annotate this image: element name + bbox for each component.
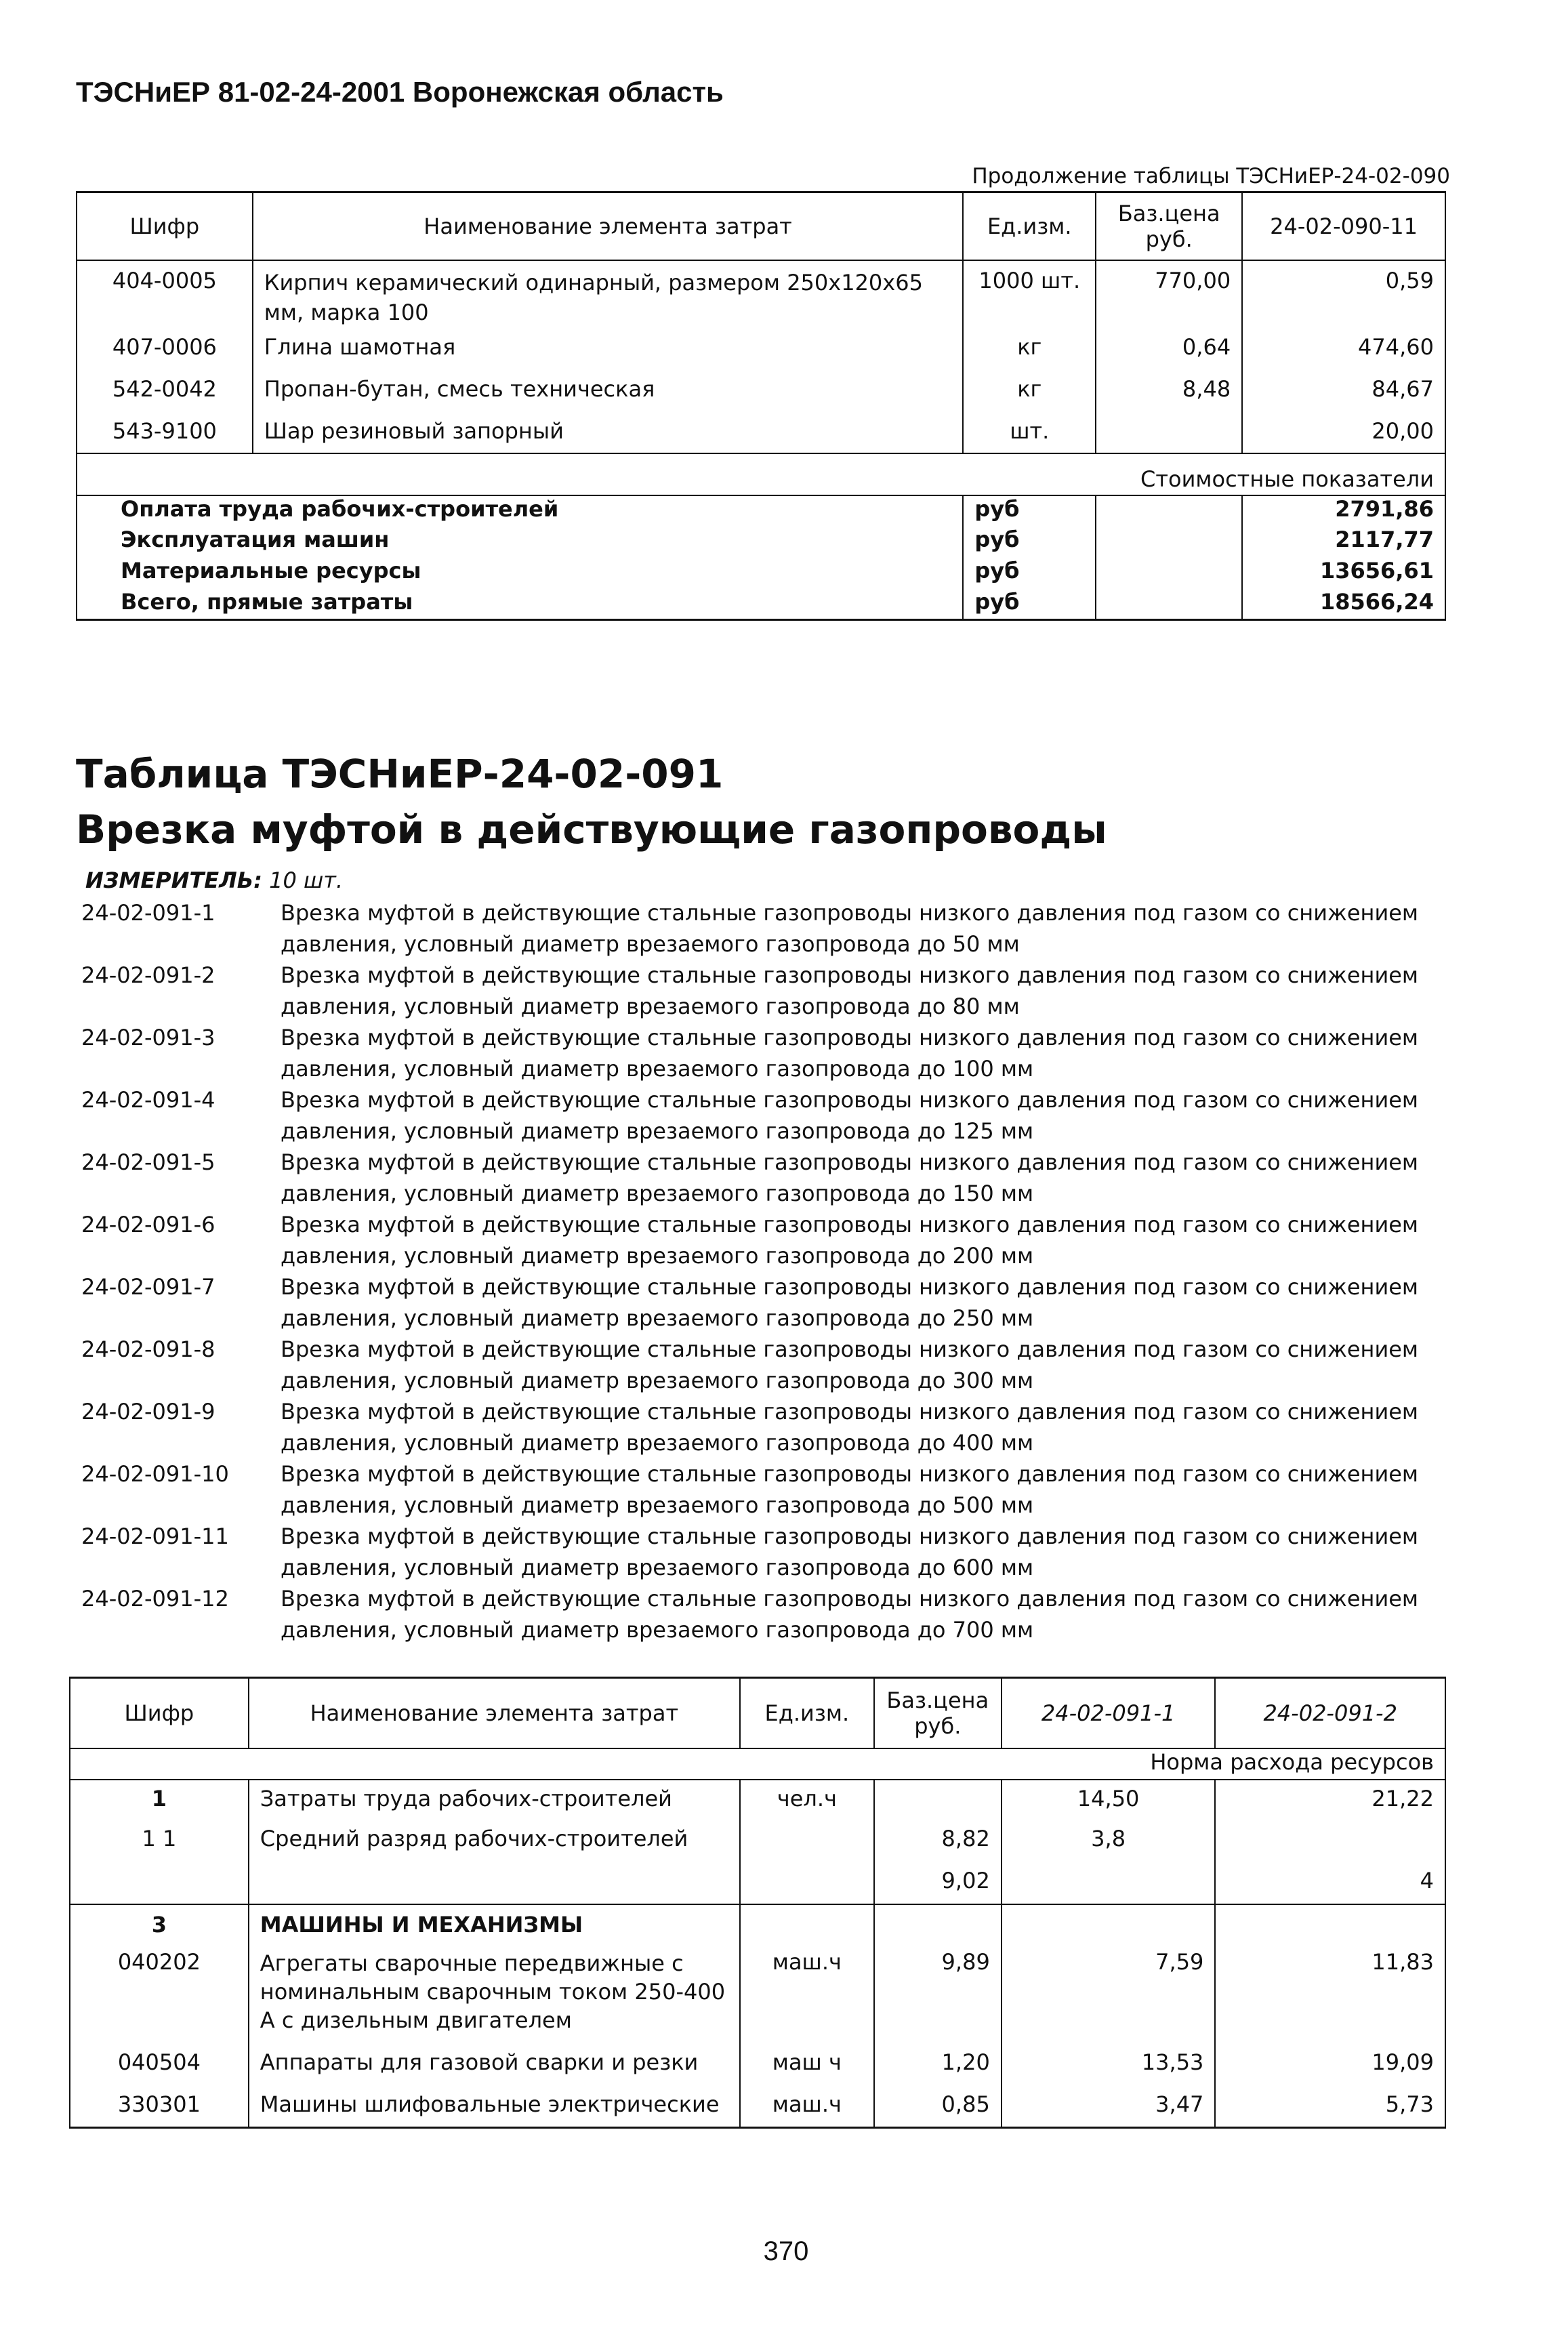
resource-table-091 (69, 1677, 1446, 2129)
col-header-name: Наименование элемента затрат (249, 1678, 740, 1748)
item-code: 24-02-091-10 (81, 1461, 229, 1487)
table-continuation-note: Продолжение таблицы ТЭСНиЕР-24-02-090 (972, 164, 1450, 188)
row-name: Кирпич керамический одинарный, размером 250х120х65 мм, марка 100 (253, 260, 964, 327)
row-unit (740, 1862, 874, 1904)
table-row (77, 327, 1445, 369)
row-code: 407-0006 (77, 327, 253, 369)
list-item (81, 897, 1477, 960)
row-name (249, 1862, 740, 1904)
col-header-unit: Ед.изм. (740, 1678, 874, 1748)
item-text: Врезка муфтой в действующие стальные газопроводы низкого давления под газом со снижением давления, условный диаметр врезаемого газопровода до 200 мм (281, 1212, 1419, 1269)
total-name: Всего, прямые затраты (77, 589, 963, 620)
item-text: Врезка муфтой в действующие стальные газопроводы низкого давления под газом со снижением давления, условный диаметр врезаемого газопровода до 80 мм (281, 962, 1419, 1019)
row-value-2: 19,09 (1215, 2044, 1445, 2086)
item-code: 24-02-091-11 (81, 1523, 229, 1549)
item-code: 24-02-091-7 (81, 1274, 215, 1300)
section-label-norm: Норма расхода ресурсов (70, 1748, 1445, 1780)
col-header-code: Шифр (70, 1678, 249, 1748)
col-header-price: Баз.цена руб. (874, 1678, 1002, 1748)
row-value-1 (1002, 1862, 1216, 1904)
item-text: Врезка муфтой в действующие стальные газопроводы низкого давления под газом со снижением давления, условный диаметр врезаемого газопровода до 100 мм (281, 1025, 1419, 1082)
list-item (81, 1209, 1477, 1271)
item-code: 24-02-091-1 (81, 900, 215, 926)
col-header-code: Шифр (77, 192, 253, 260)
row-value-1: 3,47 (1002, 2086, 1216, 2128)
item-code: 24-02-091-4 (81, 1087, 215, 1113)
item-text: Врезка муфтой в действующие стальные газопроводы низкого давления под газом со снижением давления, условный диаметр врезаемого газопровода до 50 мм (281, 900, 1419, 957)
running-header: ТЭСНиЕР 81-02-24-2001 Воронежская область (76, 76, 724, 108)
row-code: 040504 (70, 2044, 249, 2086)
list-item (81, 1583, 1477, 1645)
item-text: Врезка муфтой в действующие стальные газопроводы низкого давления под газом со снижением давления, условный диаметр врезаемого газопровода до 700 мм (281, 1586, 1419, 1643)
table-row (77, 369, 1445, 411)
row-value-2: 4 (1215, 1862, 1445, 1904)
row-unit (740, 1820, 874, 1862)
item-text: Врезка муфтой в действующие стальные газопроводы низкого давления под газом со снижением давления, условный диаметр врезаемого газопровода до 125 мм (281, 1087, 1419, 1144)
row-name: МАШИНЫ И МЕХАНИЗМЫ (249, 1904, 740, 1946)
item-code: 24-02-091-5 (81, 1149, 215, 1175)
row-value-2 (1215, 1820, 1445, 1862)
item-text: Врезка муфтой в действующие стальные газопроводы низкого давления под газом со снижением давления, условный диаметр врезаемого газопровода до 250 мм (281, 1274, 1419, 1331)
row-code: 330301 (70, 2086, 249, 2128)
row-value-2: 21,22 (1215, 1780, 1445, 1820)
row-name: Средний разряд рабочих-строителей (249, 1820, 740, 1862)
row-value-1: 7,59 (1002, 1946, 1216, 2044)
row-code: 040202 (70, 1946, 249, 2044)
total-unit: руб (963, 589, 1096, 620)
work-items-list (81, 897, 1477, 1645)
row-price: 9,02 (874, 1862, 1002, 1904)
table-row (77, 260, 1445, 327)
row-price: 770,00 (1096, 260, 1242, 327)
list-item (81, 1147, 1477, 1209)
row-value-2: 11,83 (1215, 1946, 1445, 2044)
total-unit: руб (963, 495, 1096, 527)
table-row (70, 1780, 1445, 1820)
totals-row (77, 527, 1445, 558)
table-row (70, 2044, 1445, 2086)
list-item (81, 1458, 1477, 1521)
totals-row (77, 589, 1445, 620)
item-code: 24-02-091-8 (81, 1336, 215, 1362)
section-label-cost: Стоимостные показатели (77, 453, 1445, 495)
row-name: Агрегаты сварочные передвижные с номинальным сварочным током 250-400 А с дизельным двигателем (249, 1946, 740, 2044)
item-code: 24-02-091-2 (81, 962, 215, 988)
row-price: 0,85 (874, 2086, 1002, 2128)
list-item (81, 1271, 1477, 1334)
row-value: 474,60 (1242, 327, 1445, 369)
row-value-1: 14,50 (1002, 1780, 1216, 1820)
item-text: Врезка муфтой в действующие стальные газопроводы низкого давления под газом со снижением давления, условный диаметр врезаемого газопровода до 600 мм (281, 1523, 1419, 1580)
item-text: Врезка муфтой в действующие стальные газопроводы низкого давления под газом со снижением давления, условный диаметр врезаемого газопровода до 500 мм (281, 1461, 1419, 1518)
table-row (70, 1820, 1445, 1862)
total-value: 2117,77 (1242, 527, 1445, 558)
resource-table-090 (76, 191, 1446, 621)
item-text: Врезка муфтой в действующие стальные газопроводы низкого давления под газом со снижением давления, условный диаметр врезаемого газопровода до 150 мм (281, 1149, 1419, 1206)
row-name: Затраты труда рабочих-строителей (249, 1780, 740, 1820)
row-unit (740, 1904, 874, 1946)
list-item (81, 1022, 1477, 1084)
row-unit: шт. (963, 411, 1096, 453)
table-row (70, 2086, 1445, 2128)
item-code: 24-02-091-12 (81, 1586, 229, 1612)
list-item (81, 1521, 1477, 1583)
row-value-1: 13,53 (1002, 2044, 1216, 2086)
row-price: 1,20 (874, 2044, 1002, 2086)
row-value-2: 5,73 (1215, 2086, 1445, 2128)
row-value-1: 3,8 (1002, 1820, 1216, 1862)
row-unit: кг (963, 369, 1096, 411)
row-name: Машины шлифовальные электрические (249, 2086, 740, 2128)
row-price: 9,89 (874, 1946, 1002, 2044)
row-unit: чел.ч (740, 1780, 874, 1820)
row-unit: маш ч (740, 2044, 874, 2086)
item-code: 24-02-091-9 (81, 1399, 215, 1425)
row-price: 8,48 (1096, 369, 1242, 411)
col-header-norm: 24-02-090-11 (1242, 192, 1445, 260)
col-header-norm-1: 24-02-091-1 (1002, 1678, 1216, 1748)
row-price (1096, 411, 1242, 453)
row-name: Пропан-бутан, смесь техническая (253, 369, 964, 411)
total-name: Материальные ресурсы (77, 558, 963, 589)
item-text: Врезка муфтой в действующие стальные газопроводы низкого давления под газом со снижением давления, условный диаметр врезаемого газопровода до 300 мм (281, 1336, 1419, 1393)
row-code (70, 1862, 249, 1904)
row-price (874, 1780, 1002, 1820)
total-unit: руб (963, 558, 1096, 589)
row-name: Аппараты для газовой сварки и резки (249, 2044, 740, 2086)
row-code: 543-9100 (77, 411, 253, 453)
table-row (70, 1862, 1445, 1904)
list-item (81, 1396, 1477, 1458)
col-header-unit: Ед.изм. (963, 192, 1096, 260)
row-value-1 (1002, 1904, 1216, 1946)
row-unit: маш.ч (740, 2086, 874, 2128)
table-row (70, 1946, 1445, 2044)
total-value: 18566,24 (1242, 589, 1445, 620)
total-name: Оплата труда рабочих-строителей (77, 495, 963, 527)
totals-row (77, 495, 1445, 527)
row-unit: 1000 шт. (963, 260, 1096, 327)
row-code: 1 (70, 1780, 249, 1820)
row-code: 404-0005 (77, 260, 253, 327)
row-unit: маш.ч (740, 1946, 874, 2044)
list-item (81, 960, 1477, 1022)
row-price (874, 1904, 1002, 1946)
item-code: 24-02-091-3 (81, 1025, 215, 1050)
col-header-norm-2: 24-02-091-2 (1215, 1678, 1445, 1748)
col-header-price: Баз.цена руб. (1096, 192, 1242, 260)
row-code: 3 (70, 1904, 249, 1946)
table-title: Таблица ТЭСНиЕР-24-02-091 (76, 751, 724, 797)
table-subtitle: Врезка муфтой в действующие газопроводы (76, 806, 1107, 853)
item-text: Врезка муфтой в действующие стальные газопроводы низкого давления под газом со снижением давления, условный диаметр врезаемого газопровода до 400 мм (281, 1399, 1419, 1456)
row-name: Шар резиновый запорный (253, 411, 964, 453)
totals-row (77, 558, 1445, 589)
measurer-value: 10 шт. (269, 867, 344, 893)
measurer-label: ИЗМЕРИТЕЛЬ: (85, 867, 262, 893)
table-row (70, 1904, 1445, 1946)
row-name: Глина шамотная (253, 327, 964, 369)
row-price: 8,82 (874, 1820, 1002, 1862)
total-name: Эксплуатация машин (77, 527, 963, 558)
list-item (81, 1084, 1477, 1147)
col-header-name: Наименование элемента затрат (253, 192, 964, 260)
measurer-line (85, 867, 343, 893)
row-unit: кг (963, 327, 1096, 369)
row-code: 542-0042 (77, 369, 253, 411)
row-value-2 (1215, 1904, 1445, 1946)
row-code: 1 1 (70, 1820, 249, 1862)
total-value: 2791,86 (1242, 495, 1445, 527)
table-row (77, 411, 1445, 453)
page-number: 370 (763, 2236, 809, 2266)
row-value: 0,59 (1242, 260, 1445, 327)
list-item (81, 1334, 1477, 1396)
total-value: 13656,61 (1242, 558, 1445, 589)
row-value: 20,00 (1242, 411, 1445, 453)
row-price: 0,64 (1096, 327, 1242, 369)
item-code: 24-02-091-6 (81, 1212, 215, 1237)
total-unit: руб (963, 527, 1096, 558)
row-value: 84,67 (1242, 369, 1445, 411)
